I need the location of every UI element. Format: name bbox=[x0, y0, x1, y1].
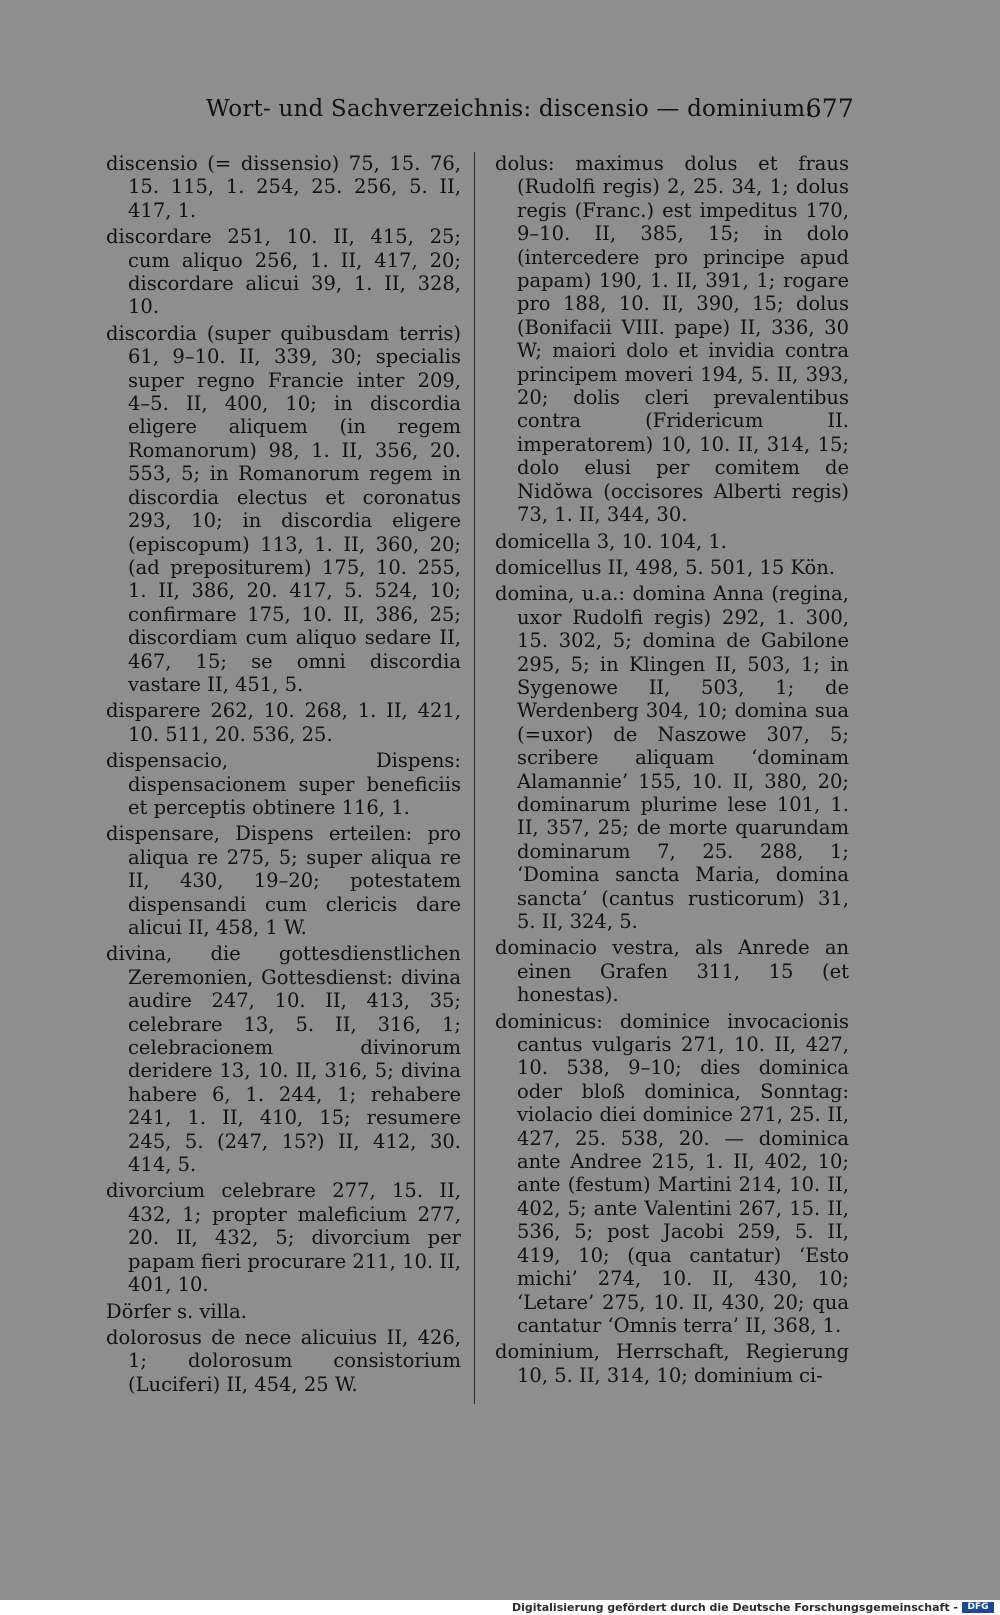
index-entry-dispensacio: dispensacio, Dispens: dispensacionem super beneficiis et perceptis obtinere 116, 1. bbox=[106, 749, 461, 819]
footer-bar bbox=[0, 1600, 1000, 1615]
index-entry-dominacio: dominacio vestra, als Anrede an einen Grafen 311, 15 (et honestas). bbox=[495, 936, 849, 1007]
dfg-logo: DFG bbox=[962, 1602, 994, 1613]
index-entry-discensio: discensio (= dissensio) 75, 15. 76, 15. 115, 1. 254, 25. 256, 5. II, 417, 1. bbox=[106, 152, 461, 222]
index-entry-dispensare: dispensare, Dispens erteilen: pro aliqua re 275, 5; super aliqua re II, 430, 19–20; potestatem dispensandi cum clericis dare alicui II, 458, 1 W. bbox=[106, 822, 461, 939]
index-entry-dolus: dolus: maximus dolus et fraus (Rudolfi regis) 2, 25. 34, 1; dolus regis (Franc.) est impeditus 170, 9–10. II, 385, 15; in dolo (intercedere pro principe apud papam) 190, 1. II, 391, 1; rogare pro 188, 10. II, 390, 15; dolus (Bonifacii VIII. pape) II, 336, 30 W; maiori dolo et invidia contra principem moveri 194, 5. II, 393, 20; dolis cleri prevalentibus contra (Fridericum II. imperatorem) 10, 10. II, 314, 15; dolo elusi per comitem de Nidŏwa (occisores Alberti regis) 73, 1. II, 344, 30. bbox=[495, 152, 849, 527]
right-column bbox=[495, 152, 849, 1390]
page-number: 677 bbox=[805, 94, 854, 123]
funding-credit: Digitalisierung gefördert durch die Deutsche Forschungsgemeinschaft - bbox=[511, 1601, 958, 1614]
index-entry-dominium: dominium, Herrschaft, Regierung 10, 5. II, 314, 10; dominium ci- bbox=[495, 1340, 849, 1387]
index-entry-domicellus: domicellus II, 498, 5. 501, 15 Kön. bbox=[495, 555, 836, 579]
index-entry-dominicus: dominicus: dominice invocacionis cantus vulgaris 271, 10. II, 427, 10. 538, 9–10; dies dominica oder bloß dominica, Sonntag: violacio diei dominice 271, 25. II, 427, 25. 538, 20. — dominica ante Andree 215, 1. II, 402, 10; ante (festum) Martini 214, 10. II, 402, 5; ante Valentini 267, 15. II, 536, 5; post Jacobi 259, 5. II, 419, 10; (qua cantatur) ‘Esto michi’ 274, 10. II, 430, 10; ‘Letare’ 275, 10. II, 430, 20; qua cantatur ‘Omnis terra’ II, 368, 1. bbox=[495, 1009, 849, 1337]
running-head bbox=[200, 96, 860, 132]
index-entry-discordare: discordare 251, 10. II, 415, 25; cum aliquo 256, 1. II, 417, 20; discordare alicui 39, 1. II, 328, 10. bbox=[106, 225, 461, 319]
index-entry-discordia: discordia (super quibusdam terris) 61, 9–10. II, 339, 30; specialis super regno Francie inter 209, 4–5. II, 400, 10; in discordia eligere aliquem (in regem Romanorum) 98, 1. II, 356, 20. 553, 5; in Romanorum regem in discordia electus et coronatus 293, 10; in discordia eligere (episcopum) 113, 1. II, 360, 20; (ad prepositurem) 175, 10. 255, 1. II, 386, 20. 417, 5. 524, 10; confirmare 175, 10. II, 386, 25; discordiam cum aliquo sedare II, 467, 15; se omni discordia vastare II, 451, 5. bbox=[106, 321, 461, 696]
index-entry-divina: divina, die gottesdienstlichen Zeremonien, Gottesdienst: divina audire 247, 10. II, 413, 35; celebrare 13, 5. II, 316, 1; celebracionem divinorum deridere 13, 10. II, 316, 5; divina habere 6, 1. 244, 1; rehabere 241, 1. II, 410, 15; resumere 245, 5. (247, 15?) II, 412, 30. 414, 5. bbox=[106, 942, 461, 1177]
index-entry-disparere: disparere 262, 10. 268, 1. II, 421, 10. 511, 20. 536, 25. bbox=[106, 699, 461, 746]
index-entry-domina: domina, u.a.: domina Anna (regina, uxor Rudolfi regis) 292, 1. 300, 15. 302, 5; domina de Gabilone 295, 5; in Klingen II, 503, 1; in Sygenowe II, 503, 1; de Werdenberg 304, 10; domina sua (=uxor) de Naszowe 307, 5; scribere aliquam ‘dominam Alamannie’ 155, 10. II, 380, 20; dominarum plurime lese 101, 1. II, 357, 25; de morte quarundam dominarum 7, 25. 288, 1; ‘Domina sancta Maria, domina sancta’ (cantus rusticorum) 31, 5. II, 324, 5. bbox=[495, 582, 849, 933]
index-entry-domicella: domicella 3, 10. 104, 1. bbox=[495, 529, 727, 553]
index-entry-divorcium: divorcium celebrare 277, 15. II, 432, 1; propter maleficium 277, 20. II, 432, 5; divorcium per papam fieri procurare 211, 10. II, 401, 10. bbox=[106, 1179, 461, 1297]
column-divider bbox=[474, 152, 475, 1404]
left-column bbox=[106, 152, 461, 1399]
index-entry-dolorosus: dolorosus de nece alicuius II, 426, 1; dolorosum consistorium (Luciferi) II, 454, 25 W. bbox=[106, 1325, 461, 1396]
index-entry-doerfer: Dörfer s. villa. bbox=[106, 1299, 247, 1323]
page-header-title: Wort- und Sachverzeichnis: discensio — dominium. bbox=[206, 96, 813, 122]
